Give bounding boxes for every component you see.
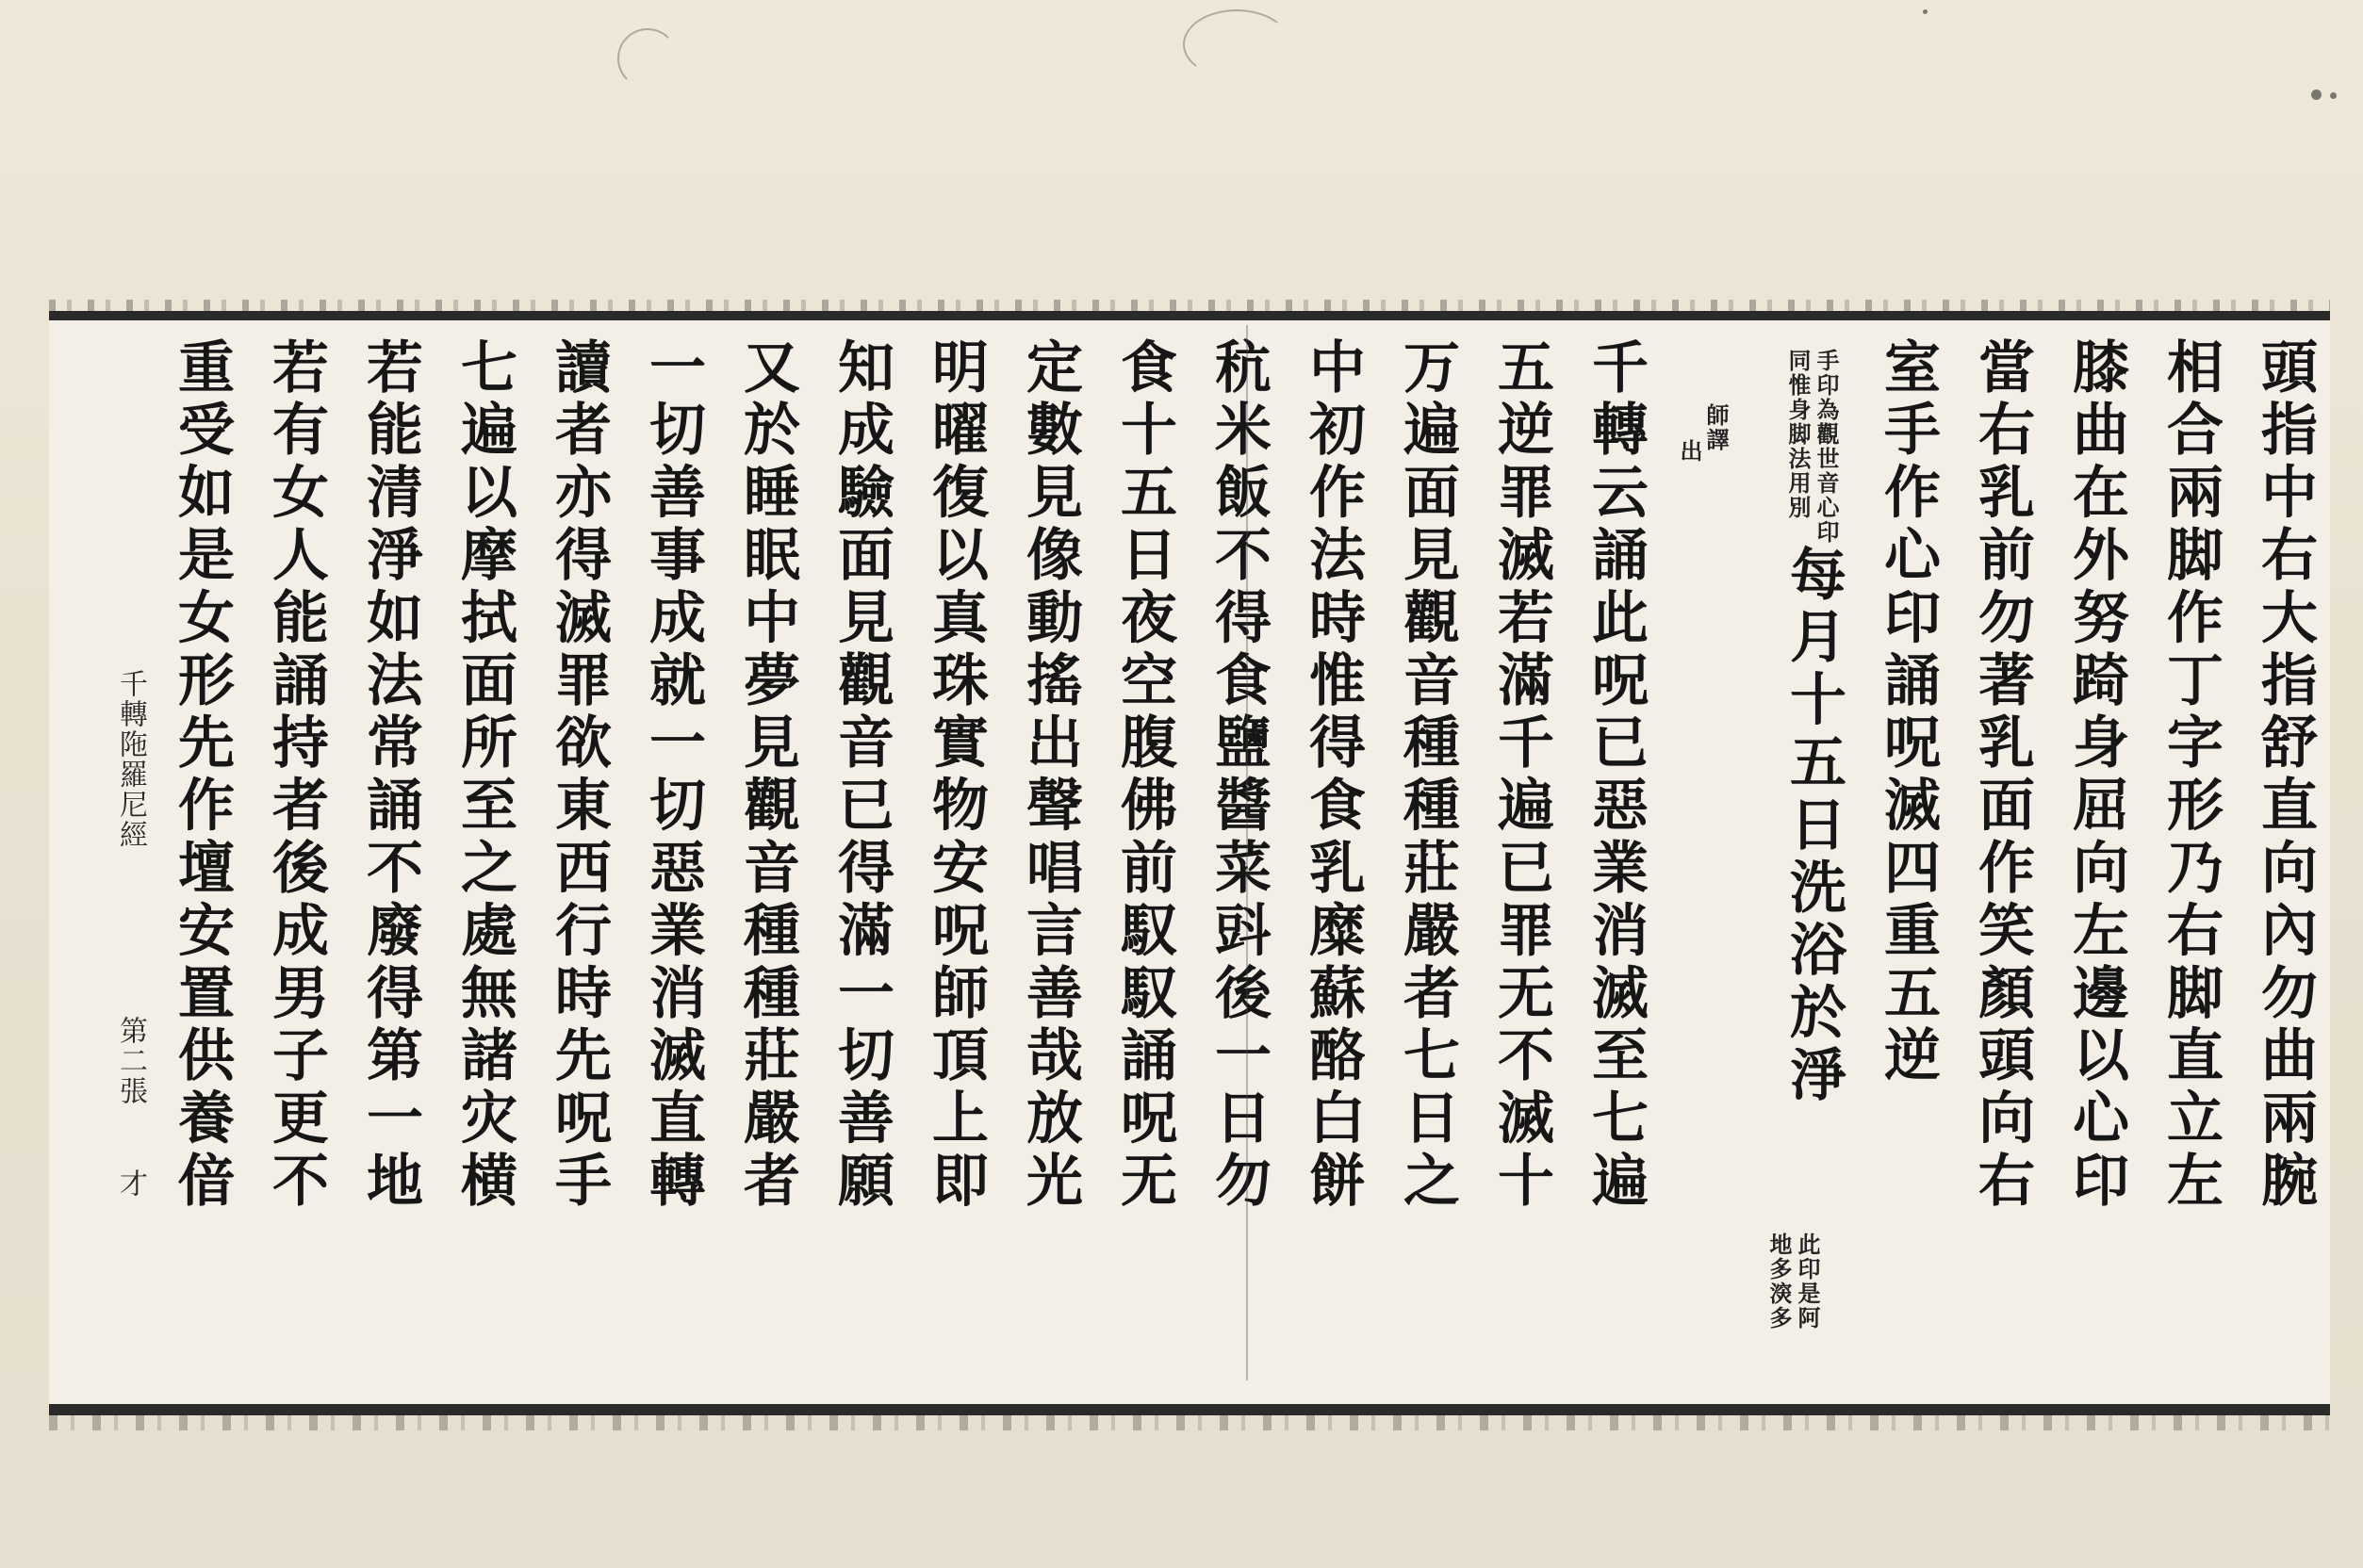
paper-crease-mark — [1183, 9, 1290, 79]
text-column: 每月十五日洗浴於淨 — [1780, 545, 1846, 1108]
text-column: 中初作法時惟得食乳糜蘇酪白餅 — [1300, 337, 1366, 1214]
text-column: 一切善事成就一切惡業消滅直轉 — [640, 337, 706, 1214]
text-column: 膝曲在外努踦身屈向左邊以心印 — [2063, 337, 2129, 1214]
text-column: 秔米飯不得食鹽醬菜㪷後一日勿 — [1206, 337, 1272, 1214]
margin-sutra-title: 千轉陁羅尼經 — [114, 669, 147, 850]
text-column: 知成驗面見觀音已得滿一切善願 — [829, 337, 894, 1214]
interlinear-note: 師譯 — [1702, 403, 1730, 452]
text-column: 万遍面見觀音種種莊嚴者七日之 — [1394, 337, 1460, 1214]
text-column: 千轉云誦此呪已惡業消滅至七遍 — [1583, 337, 1649, 1214]
text-column: 若有女人能誦持者後成男子更不 — [263, 337, 329, 1214]
margin-mark: 才 — [114, 1168, 147, 1199]
text-column: 讀者亦得滅罪欲東西行時先呪手 — [546, 337, 612, 1214]
text-column: 明曜復以真珠實物安呪師頂上即 — [923, 337, 989, 1214]
text-column: 五逆罪滅若滿千遍已罪无不滅十 — [1488, 337, 1554, 1214]
ink-speck — [2330, 92, 2337, 99]
interlinear-note: 出 — [1676, 439, 1703, 464]
interlinear-note: 手印為觀世音心印 — [1813, 349, 1840, 545]
text-column: 頭指中右大指舒直向內勿曲兩腕 — [2252, 337, 2318, 1214]
text-column: 重受如是女形先作壇安置供養偣 — [169, 337, 235, 1214]
text-column: 若能清淨如法常誦不廢得第一地 — [357, 337, 423, 1214]
fold-line — [1246, 325, 1248, 1380]
text-column: 七遍以摩拭面所至之處無諸灾横 — [451, 337, 517, 1214]
paper-crease-mark — [617, 28, 678, 89]
interlinear-note: 此印是阿 — [1794, 1233, 1821, 1331]
text-column: 室手作心印誦呪滅四重五逆 — [1875, 337, 1941, 1088]
text-column: 定數見像動搖出聲唱言善哉放光 — [1017, 337, 1083, 1214]
text-column: 相合兩脚作丁字形乃右脚直立左 — [2158, 337, 2224, 1214]
text-column: 又於睡眠中夢見觀音種種莊嚴者 — [734, 337, 800, 1214]
text-column: 食十五日夜空腹佛前馭馭誦呪无 — [1111, 337, 1177, 1214]
margin-page-number: 第二張 — [114, 1016, 147, 1106]
interlinear-note: 同惟身脚法用別 — [1784, 349, 1812, 520]
interlinear-note: 地多㴱多 — [1765, 1233, 1793, 1331]
ink-speck — [2311, 90, 2322, 100]
ink-speck — [1923, 9, 1928, 14]
printed-text-block — [49, 311, 2330, 1415]
text-column: 當右乳前勿著乳面作笑顏頭向右 — [1969, 337, 2035, 1214]
